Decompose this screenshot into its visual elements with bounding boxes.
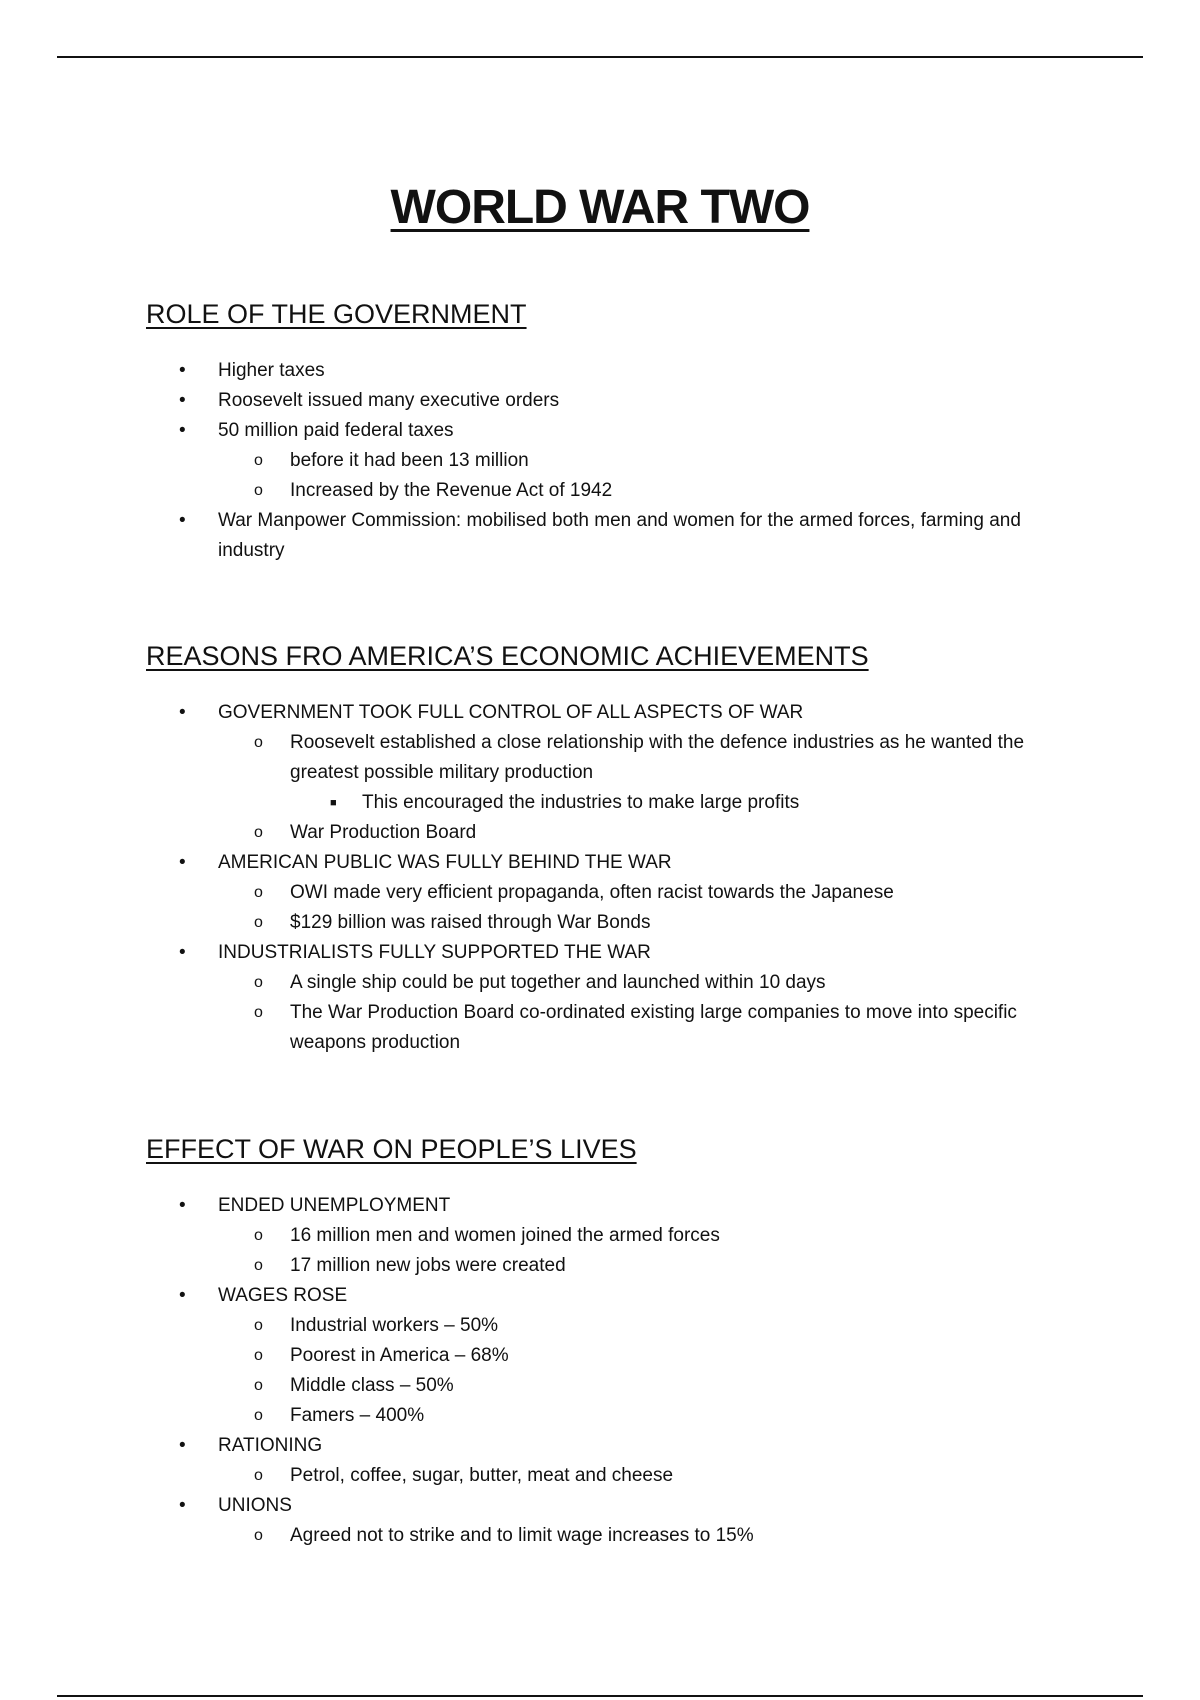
sub-list-item: o Poorest in America – 68% — [218, 1341, 1106, 1371]
sub-list-item: o Famers – 400% — [218, 1401, 1106, 1431]
sub-list — [218, 878, 1106, 938]
square-bullet-icon: ■ — [330, 797, 337, 809]
sub-list — [218, 446, 1106, 506]
list-item: • WAGES ROSE o Industrial workers – 50% o Poorest in America – 68% o Middle class – 50% o Famers – 400% — [146, 1281, 1106, 1431]
sub-list-item: o The War Production Board co-ordinated existing large companies to move into specific weapons production — [218, 998, 1106, 1058]
list-item: • GOVERNMENT TOOK FULL CONTROL OF ALL ASPECTS OF WAR o Roosevelt established a close relationship with the defence industries as he wanted the greatest possible military production ■ This encouraged the industries to make large profits o War Production Board — [146, 698, 1106, 848]
circle-bullet-icon: o — [254, 914, 263, 931]
document-title-text: WORLD WAR TWO — [390, 181, 810, 235]
section-heading: EFFECT OF WAR ON PEOPLE’S LIVES — [146, 1134, 637, 1164]
list-item: • INDUSTRIALISTS FULLY SUPPORTED THE WAR o A single ship could be put together and launched within 10 days o The War Production Board co-ordinated existing large companies to move into specific weapons production — [146, 938, 1106, 1058]
sub-list — [218, 1521, 1106, 1551]
sub-list-item: o before it had been 13 million — [218, 446, 1106, 476]
section-heading: REASONS FRO AMERICA’S ECONOMIC ACHIEVEMENTS — [146, 641, 869, 671]
sub-list — [218, 1311, 1106, 1431]
sub-list — [218, 728, 1106, 848]
list-item: • UNIONS o Agreed not to strike and to limit wage increases to 15% — [146, 1491, 1106, 1551]
sub-list-item: o Roosevelt established a close relationship with the defence industries as he wanted the greatest possible military production ■ This encouraged the industries to make large profits — [218, 728, 1106, 818]
bullet-icon: • — [179, 510, 186, 531]
bullet-list — [146, 698, 1106, 1058]
bullet-icon: • — [179, 942, 186, 963]
bullet-icon: • — [179, 1195, 186, 1216]
document-title — [0, 181, 1200, 235]
circle-bullet-icon: o — [254, 1347, 263, 1364]
sub-list-item: o War Production Board — [218, 818, 1106, 848]
circle-bullet-icon: o — [254, 1527, 263, 1544]
list-item: • Roosevelt issued many executive orders — [146, 386, 1106, 416]
bullet-list — [146, 356, 1106, 566]
circle-bullet-icon: o — [254, 452, 263, 469]
section-heading: ROLE OF THE GOVERNMENT — [146, 299, 527, 329]
circle-bullet-icon: o — [254, 482, 263, 499]
circle-bullet-icon: o — [254, 1467, 263, 1484]
circle-bullet-icon: o — [254, 824, 263, 841]
bullet-icon: • — [179, 360, 186, 381]
bullet-icon: • — [179, 702, 186, 723]
list-item: • RATIONING o Petrol, coffee, sugar, butter, meat and cheese — [146, 1431, 1106, 1491]
section-role-of-government — [146, 298, 1106, 566]
circle-bullet-icon: o — [254, 884, 263, 901]
sub-list-item: o Petrol, coffee, sugar, butter, meat and cheese — [218, 1461, 1106, 1491]
circle-bullet-icon: o — [254, 1407, 263, 1424]
sub-list — [218, 1461, 1106, 1491]
sub-sub-list — [290, 788, 1106, 818]
circle-bullet-icon: o — [254, 1004, 263, 1021]
sub-list-item: o 17 million new jobs were created — [218, 1251, 1106, 1281]
circle-bullet-icon: o — [254, 1257, 263, 1274]
bullet-icon: • — [179, 1285, 186, 1306]
bullet-icon: • — [179, 852, 186, 873]
bullet-icon: • — [179, 420, 186, 441]
top-divider — [57, 56, 1143, 58]
circle-bullet-icon: o — [254, 1227, 263, 1244]
section-effect-on-lives — [146, 1133, 1106, 1551]
sub-list-item: o 16 million men and women joined the armed forces — [218, 1221, 1106, 1251]
list-item: • Higher taxes — [146, 356, 1106, 386]
circle-bullet-icon: o — [254, 734, 263, 751]
list-item: • AMERICAN PUBLIC WAS FULLY BEHIND THE WAR o OWI made very efficient propaganda, often racist towards the Japanese o $129 billion was raised through War Bonds — [146, 848, 1106, 938]
sub-list-item: o Increased by the Revenue Act of 1942 — [218, 476, 1106, 506]
list-item: • War Manpower Commission: mobilised both men and women for the armed forces, farming and industry — [146, 506, 1106, 566]
sub-list-item: o $129 billion was raised through War Bonds — [218, 908, 1106, 938]
sub-sub-list-item: ■ This encouraged the industries to make large profits — [290, 788, 1106, 818]
sub-list-item: o Agreed not to strike and to limit wage increases to 15% — [218, 1521, 1106, 1551]
sub-list — [218, 968, 1106, 1058]
section-economic-achievements — [146, 640, 1106, 1058]
circle-bullet-icon: o — [254, 974, 263, 991]
bullet-icon: • — [179, 1435, 186, 1456]
bullet-icon: • — [179, 390, 186, 411]
sub-list-item: o A single ship could be put together and launched within 10 days — [218, 968, 1106, 998]
circle-bullet-icon: o — [254, 1317, 263, 1334]
bullet-icon: • — [179, 1495, 186, 1516]
sub-list-item: o Middle class – 50% — [218, 1371, 1106, 1401]
sub-list-item: o Industrial workers – 50% — [218, 1311, 1106, 1341]
bottom-divider — [57, 1695, 1143, 1697]
list-item: • ENDED UNEMPLOYMENT o 16 million men and women joined the armed forces o 17 million new jobs were created — [146, 1191, 1106, 1281]
sub-list — [218, 1221, 1106, 1281]
bullet-list — [146, 1191, 1106, 1551]
circle-bullet-icon: o — [254, 1377, 263, 1394]
sub-list-item: o OWI made very efficient propaganda, often racist towards the Japanese — [218, 878, 1106, 908]
list-item: • 50 million paid federal taxes o before it had been 13 million o Increased by the Revenue Act of 1942 — [146, 416, 1106, 506]
